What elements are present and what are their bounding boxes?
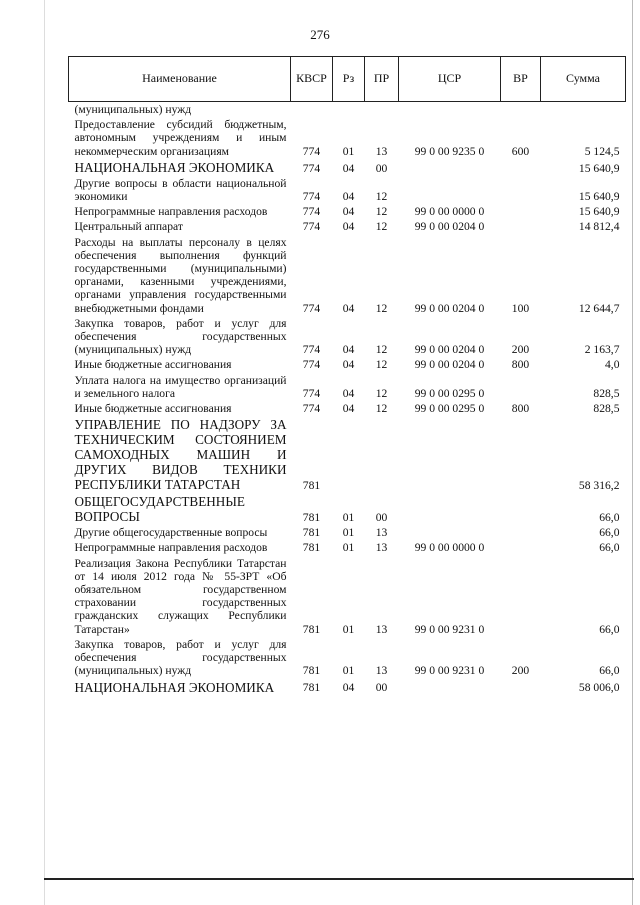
cell-vr: 100 (511, 301, 530, 315)
cell-vr: 200 (511, 664, 530, 678)
cell-csr: 99 0 00 0295 0 (414, 402, 485, 416)
page-bottom-rule (44, 878, 634, 880)
cell-csr (399, 159, 501, 176)
cell-rz: 01 (342, 511, 355, 525)
cell-pr: 13 (375, 144, 388, 158)
cell-name: УПРАВЛЕНИЕ ПО НАДЗОРУ ЗА ТЕХНИЧЕСКИМ СОСТОЯНИЕМ САМОХОДНЫХ МАШИН И ДРУГИХ ВИДОВ ТЕХНИКИ РЕСПУБЛИКИ ТАТАРСТАН (74, 417, 287, 493)
cell-sum: 14 812,4 (578, 220, 620, 234)
cell-kvsr: 774 (302, 343, 321, 357)
cell-pr: 00 (375, 161, 388, 175)
table-row (69, 117, 626, 159)
cell-vr (501, 204, 541, 219)
cell-sum: 66,0 (599, 622, 620, 636)
cell-name: НАЦИОНАЛЬНАЯ ЭКОНОМИКА (74, 159, 275, 175)
cell-pr: 12 (375, 402, 388, 416)
cell-vr (501, 373, 541, 401)
table-row (69, 540, 626, 555)
cell-vr (501, 219, 541, 234)
cell-kvsr: 774 (302, 386, 321, 400)
cell-sum: 66,0 (599, 511, 620, 525)
cell-kvsr: 774 (302, 144, 321, 158)
cell-rz: 04 (342, 205, 355, 219)
cell-csr: 99 0 00 0204 0 (414, 358, 485, 372)
cell-kvsr: 781 (302, 541, 321, 555)
cell-rz: 01 (342, 541, 355, 555)
header-rz: Рз (333, 57, 365, 102)
table-row (69, 525, 626, 540)
cell-csr (399, 416, 501, 493)
cell-vr: 600 (511, 144, 530, 158)
cell-rz: 04 (342, 190, 355, 204)
cell-sum: 15 640,9 (578, 205, 620, 219)
cell-kvsr: 781 (302, 526, 321, 540)
table-row (69, 401, 626, 416)
cell-pr (365, 416, 399, 493)
cell-rz: 04 (342, 301, 355, 315)
cell-vr (501, 493, 541, 525)
table-header-row (69, 57, 626, 102)
cell-sum: 66,0 (599, 526, 620, 540)
cell-vr: 200 (511, 343, 530, 357)
header-sum: Сумма (541, 57, 626, 102)
cell-name: Другие вопросы в области национальной экономики (74, 176, 287, 204)
cell-csr: 99 0 00 9231 0 (414, 664, 485, 678)
cell-csr: 99 0 00 0000 0 (414, 541, 485, 555)
cell-rz: 01 (342, 144, 355, 158)
cell-name: Закупка товаров, работ и услуг для обеспечения государственных (муниципальных) нужд (74, 637, 287, 678)
header-pr: ПР (365, 57, 399, 102)
cell-sum: 2 163,7 (584, 343, 620, 357)
cell-pr: 13 (375, 541, 388, 555)
cell-name: Уплата налога на имущество организаций и земельного налога (74, 373, 287, 400)
cell-rz: 04 (342, 358, 355, 372)
cell-name: Другие общегосударственные вопросы (74, 526, 268, 540)
table-row (69, 679, 626, 696)
cell-rz (333, 102, 365, 118)
cell-vr (501, 540, 541, 555)
table-row (69, 235, 626, 316)
cell-sum: 15 640,9 (578, 190, 620, 204)
cell-vr: 800 (511, 358, 530, 372)
cell-csr: 99 0 00 9235 0 (414, 144, 485, 158)
table-row (69, 204, 626, 219)
cell-kvsr: 774 (302, 220, 321, 234)
cell-name: Реализация Закона Республики Татарстан от 14 июля 2012 года № 55-ЗРТ «Об обязательном государственном страховании государственных гражданских служащих Республики Татарстан» (74, 556, 287, 636)
budget-table (68, 56, 626, 696)
cell-pr: 12 (375, 205, 388, 219)
header-name: Наименование (69, 57, 291, 102)
cell-sum: 66,0 (599, 541, 620, 555)
cell-csr: 99 0 00 0204 0 (414, 343, 485, 357)
cell-csr (399, 493, 501, 525)
cell-kvsr: 781 (302, 479, 321, 493)
cell-pr (365, 102, 399, 118)
cell-name: Закупка товаров, работ и услуг для обеспечения государственных (муниципальных) нужд (74, 316, 287, 357)
table-row (69, 493, 626, 525)
cell-vr (501, 416, 541, 493)
cell-vr (501, 556, 541, 637)
cell-csr (399, 102, 501, 118)
cell-kvsr: 774 (302, 402, 321, 416)
cell-pr: 13 (375, 622, 388, 636)
cell-csr (399, 679, 501, 696)
cell-sum: 5 124,5 (584, 144, 620, 158)
cell-name: Иные бюджетные ассигнования (74, 358, 232, 372)
cell-vr (501, 525, 541, 540)
cell-csr: 99 0 00 0204 0 (414, 301, 485, 315)
cell-vr (501, 102, 541, 118)
cell-pr: 13 (375, 526, 388, 540)
header-vr: ВР (501, 57, 541, 102)
cell-csr: 99 0 00 0000 0 (414, 205, 485, 219)
cell-sum: 828,5 (593, 386, 620, 400)
cell-kvsr: 781 (302, 511, 321, 525)
cell-name: (муниципальных) нужд (74, 103, 192, 116)
cell-csr: 99 0 00 9231 0 (414, 622, 485, 636)
cell-sum: 4,0 (605, 358, 620, 372)
cell-kvsr: 781 (302, 622, 321, 636)
cell-vr (501, 176, 541, 204)
cell-name: Расходы на выплаты персоналу в целях обеспечения выполнения функций государственными (муниципальными) органами, казенными учреждениями, органами управления государственными внебюджетными фондами (74, 235, 287, 315)
header-csr: ЦСР (399, 57, 501, 102)
scan-edge-right (632, 0, 633, 905)
scan-edge-left (44, 0, 45, 905)
cell-sum: 66,0 (599, 664, 620, 678)
cell-sum: 58 316,2 (578, 479, 620, 493)
cell-name: ОБЩЕГОСУДАРСТВЕННЫЕ ВОПРОСЫ (74, 494, 245, 525)
cell-pr: 12 (375, 343, 388, 357)
cell-name: Иные бюджетные ассигнования (74, 402, 232, 416)
table-row (69, 637, 626, 679)
cell-name: Непрограммные направления расходов (74, 541, 268, 555)
cell-vr: 800 (511, 402, 530, 416)
table-row (69, 316, 626, 358)
cell-kvsr: 774 (302, 161, 321, 175)
cell-pr: 00 (375, 681, 388, 695)
cell-rz: 04 (342, 402, 355, 416)
cell-rz: 04 (342, 386, 355, 400)
table-row (69, 373, 626, 401)
cell-kvsr: 781 (302, 681, 321, 695)
cell-kvsr: 774 (302, 301, 321, 315)
cell-sum: 12 644,7 (578, 301, 620, 315)
cell-kvsr (291, 102, 333, 118)
cell-pr: 00 (375, 511, 388, 525)
cell-pr: 12 (375, 358, 388, 372)
cell-rz (333, 416, 365, 493)
cell-name: Предоставление субсидий бюджетным, автономным учреждениям и иным некоммерческим организациям (74, 118, 287, 158)
cell-rz: 01 (342, 526, 355, 540)
table-row (69, 159, 626, 176)
cell-csr: 99 0 00 0295 0 (414, 386, 485, 400)
table-body (69, 102, 626, 696)
cell-vr (501, 159, 541, 176)
page-number: 276 (310, 27, 330, 42)
table-row (69, 556, 626, 637)
cell-kvsr: 774 (302, 190, 321, 204)
cell-kvsr: 774 (302, 205, 321, 219)
table-row (69, 416, 626, 493)
table-row (69, 219, 626, 234)
cell-pr: 12 (375, 386, 388, 400)
cell-rz: 04 (342, 343, 355, 357)
cell-sum: 58 006,0 (578, 681, 620, 695)
table-row (69, 102, 626, 118)
cell-rz: 04 (342, 161, 355, 175)
cell-rz: 01 (342, 664, 355, 678)
cell-kvsr: 781 (302, 664, 321, 678)
cell-sum: 828,5 (593, 402, 620, 416)
table-row (69, 357, 626, 372)
cell-pr: 12 (375, 190, 388, 204)
cell-csr (399, 525, 501, 540)
table-row (69, 176, 626, 204)
header-kvsr: КВСР (291, 57, 333, 102)
cell-vr (501, 679, 541, 696)
cell-sum: 15 640,9 (578, 161, 620, 175)
cell-rz: 04 (342, 681, 355, 695)
cell-rz: 01 (342, 622, 355, 636)
cell-rz: 04 (342, 220, 355, 234)
cell-kvsr: 774 (302, 358, 321, 372)
cell-csr (399, 176, 501, 204)
cell-pr: 12 (375, 301, 388, 315)
cell-csr: 99 0 00 0204 0 (414, 220, 485, 234)
cell-name: Центральный аппарат (74, 220, 183, 234)
cell-sum (541, 102, 626, 118)
cell-name: Непрограммные направления расходов (74, 205, 268, 219)
cell-pr: 12 (375, 220, 388, 234)
cell-name: НАЦИОНАЛЬНАЯ ЭКОНОМИКА (74, 679, 275, 695)
cell-pr: 13 (375, 664, 388, 678)
